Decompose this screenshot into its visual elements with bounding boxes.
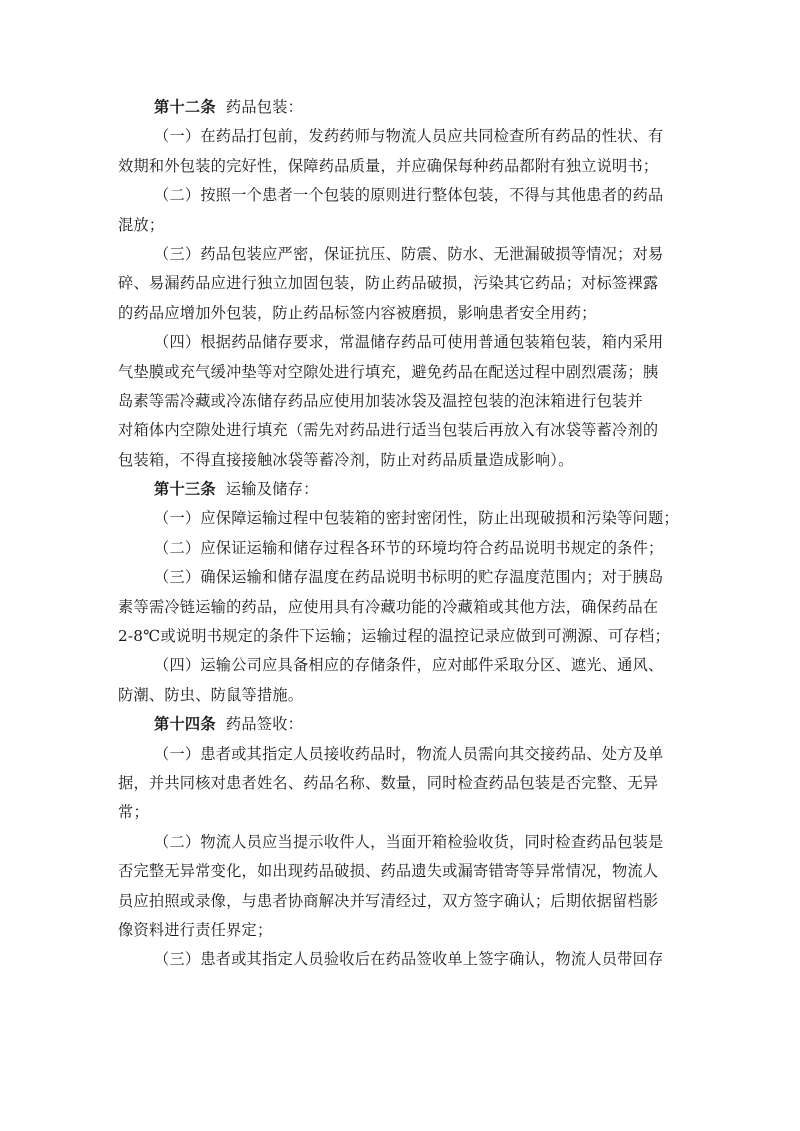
paragraph-line: （三）药品包装应严密，保证抗压、防震、防水、无泄漏破损等情况；对易 — [154, 244, 664, 263]
article-13-number: 第十三条 — [154, 480, 216, 499]
paragraph-line: （二）物流人员应当提示收件人，当面开箱检验收货，同时检查药品包装是 — [154, 832, 664, 851]
paragraph-line: 气垫膜或充气缓冲垫等对空隙处进行填充，避免药品在配送过程中剧烈震荡；胰 — [118, 362, 659, 381]
article-13-heading — [118, 475, 684, 504]
paragraph-line: 防潮、防虫、防鼠等措施。 — [118, 685, 304, 704]
paragraph-line: 对箱体内空隙处进行填充（需先对药品进行适当包装后再放入有冰袋等蓄冷剂的 — [118, 421, 659, 440]
paragraph-line: 包装箱，不得直接接触冰袋等蓄冷剂，防止对药品质量造成影响）。 — [118, 450, 574, 469]
article-12-heading — [118, 93, 684, 122]
paragraph-line: 常； — [118, 803, 149, 822]
paragraph-line: （一）患者或其指定人员接收药品时，物流人员需向其交接药品、处方及单 — [154, 744, 664, 763]
paragraph-line: 否完整无异常变化，如出现药品破损、药品遗失或漏寄错寄等异常情况，物流人 — [118, 862, 659, 881]
paragraph-line: 2-8℃或说明书规定的条件下运输；运输过程的温控记录应做到可溯源、可存档； — [118, 627, 670, 646]
document-body — [118, 93, 684, 975]
article-14-number: 第十四条 — [154, 715, 216, 734]
paragraph-line: （四）运输公司应具备相应的存储条件，应对邮件采取分区、遮光、通风、 — [154, 656, 664, 675]
paragraph-line: 素等需冷链运输的药品，应使用具有冷藏功能的冷藏箱或其他方法，确保药品在 — [118, 597, 659, 616]
article-13-title: 运输及储存： — [225, 480, 319, 499]
paragraph-line: 像资料进行责任界定； — [118, 920, 273, 939]
paragraph-line: 员应拍照或录像，与患者协商解决并写清经过，双方签字确认；后期依据留档影 — [118, 891, 659, 910]
paragraph-line: （三）患者或其指定人员验收后在药品签收单上签字确认，物流人员带回存 — [154, 950, 664, 969]
article-14-heading — [118, 710, 684, 739]
paragraph-line: 岛素等需冷藏或冷冻储存药品应使用加装冰袋及温控包装的泡沫箱进行包装并 — [118, 391, 643, 410]
paragraph-line: 碎、易漏药品应进行独立加固包装，防止药品破损，污染其它药品；对标签裸露 — [118, 274, 659, 293]
paragraph-line: （一）应保障运输过程中包装箱的密封密闭性，防止出现破损和污染等问题； — [154, 509, 679, 528]
paragraph-line: 的药品应增加外包装，防止药品标签内容被磨损，影响患者安全用药； — [118, 303, 597, 322]
paragraph-line: 据，并共同核对患者姓名、药品名称、数量，同时检查药品包装是否完整、无异 — [118, 773, 659, 792]
paragraph-line: （二）按照一个患者一个包装的原则进行整体包装，不得与其他患者的药品 — [154, 186, 664, 205]
paragraph-line: 效期和外包装的完好性，保障药品质量，并应确保每种药品都附有独立说明书； — [118, 156, 659, 175]
paragraph-line: 混放； — [118, 215, 165, 234]
article-12-number: 第十二条 — [154, 98, 216, 116]
paragraph-line: （一）在药品打包前，发药药师与物流人员应共同检查所有药品的性状、有 — [154, 127, 664, 146]
paragraph-line: （二）应保证运输和储存过程各环节的环境均符合药品说明书规定的条件； — [154, 538, 664, 557]
paragraph-line: （四）根据药品储存要求，常温储存药品可使用普通包装箱包装，箱内采用 — [154, 333, 664, 352]
paragraph-line: （三）确保运输和储存温度在药品说明书标明的贮存温度范围内；对于胰岛 — [154, 568, 664, 587]
article-12-title: 药品包装： — [225, 98, 304, 116]
article-14-title: 药品签收： — [225, 715, 304, 734]
